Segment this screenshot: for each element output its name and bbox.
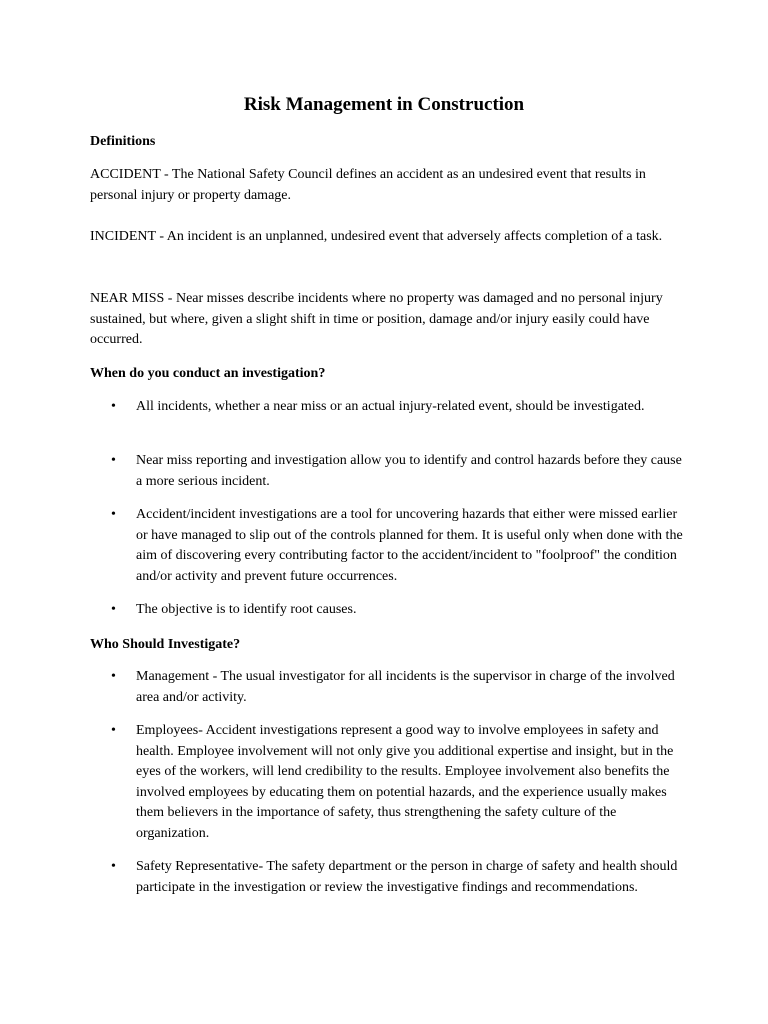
bullet-icon: • — [111, 859, 116, 874]
list-item-text: The objective is to identify root causes. — [136, 602, 357, 617]
bullet-icon: • — [111, 669, 116, 684]
definition-near-miss: NEAR MISS - Near misses describe incidents where no property was damaged and no personal injury sustained, but where, given a slight shift in time or position, damage and/or injury easily could have occurred. — [90, 291, 663, 347]
bullet-icon: • — [111, 602, 116, 617]
definition-accident: ACCIDENT - The National Safety Council defines an accident as an undesired event that results in personal injury or property damage. — [90, 167, 646, 203]
bullet-icon: • — [111, 399, 116, 414]
list-item-text: Employees- Accident investigations represent a good way to involve employees in safety and health. Employee involvement will not only give you additional expertise and insight, but in the eyes of the workers, will lend credibility to the results. Employee involvement also benefits the involved employees by educating them on potential hazards, and the experience usually makes them believers in the importance of safety, thus strengthening the safety culture of the organization. — [136, 723, 674, 841]
who-investigate-heading: Who Should Investigate? — [90, 637, 241, 652]
list-item-text: All incidents, whether a near miss or an actual injury-related event, should be investigated. — [136, 399, 645, 414]
bullet-icon: • — [111, 507, 116, 522]
definition-incident: INCIDENT - An incident is an unplanned, undesired event that adversely affects completion of a task. — [90, 229, 663, 244]
bullet-icon: • — [111, 723, 116, 738]
list-item-text: Near miss reporting and investigation allow you to identify and control hazards before they cause a more serious incident. — [136, 453, 682, 489]
bullet-icon: • — [111, 453, 116, 468]
definitions-heading: Definitions — [90, 134, 156, 149]
document-title: Risk Management in Construction — [243, 94, 525, 115]
list-item-text: Safety Representative- The safety department or the person in charge of safety and health should participate in the investigation or review the investigative findings and recommendations. — [136, 859, 678, 895]
when-investigate-heading: When do you conduct an investigation? — [90, 366, 326, 381]
list-item-text: Management - The usual investigator for all incidents is the supervisor in charge of the involved area and/or activity. — [136, 669, 675, 705]
list-item-text: Accident/incident investigations are a tool for uncovering hazards that either were missed earlier or have managed to slip out of the controls planned for them. It is useful only when done with the aim of discovering every contributing factor to the accident/incident to "foolproof" the condition and/or activity and prevent future occurrences. — [136, 507, 683, 584]
